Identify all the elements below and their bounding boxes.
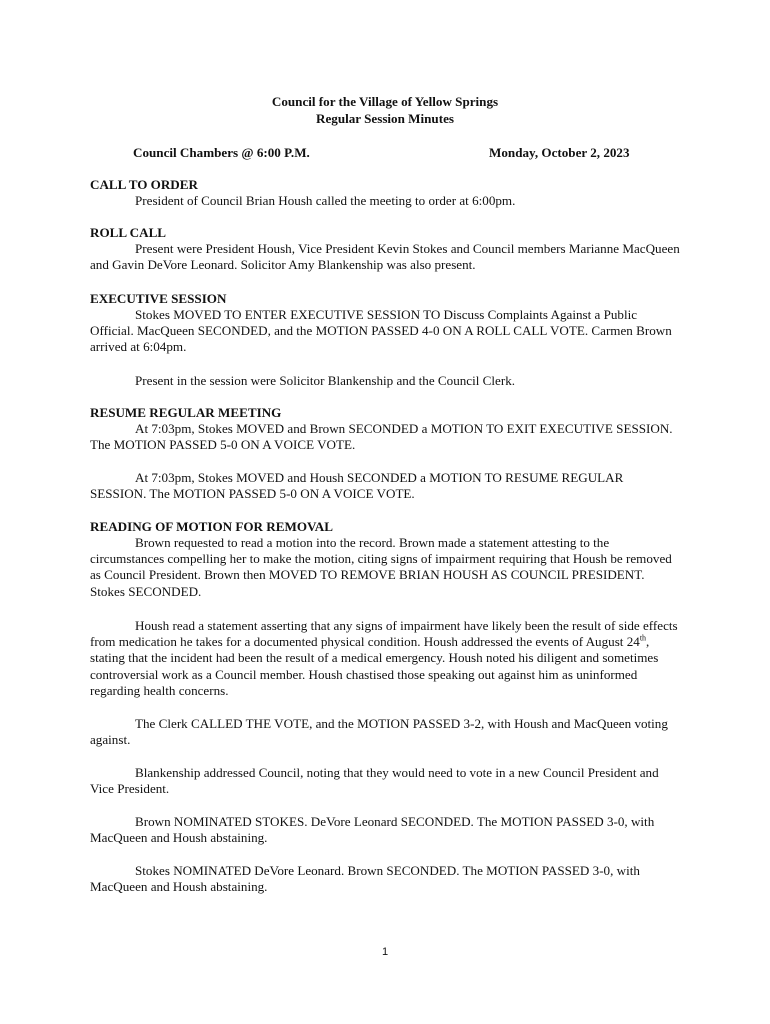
document-title: Council for the Village of Yellow Springs bbox=[271, 94, 499, 109]
heading-call-to-order: CALL TO ORDER bbox=[90, 177, 198, 192]
roll-call-text: Present were President Housh, Vice President Kevin Stokes and Council members Marianne MacQueen and Gavin DeVore Leonard. Solicitor Amy Blankenship was also present. bbox=[90, 241, 680, 273]
document-subtitle: Regular Session Minutes bbox=[316, 111, 454, 126]
housh-statement-part2: , stating that the incident had been the result of a medical emergency. Housh noted his diligent and sometimes controversial work as a Council member. Housh chastised those speaking out against him as uninformed regarding health concerns. bbox=[90, 634, 659, 698]
blankenship-note-text: Blankenship addressed Council, noting that they would need to vote in a new Council President and Vice President. bbox=[90, 765, 659, 797]
heading-roll-call: ROLL CALL bbox=[90, 225, 167, 240]
heading-executive-session: EXECUTIVE SESSION bbox=[90, 291, 227, 306]
motion-for-removal-text: Brown requested to read a motion into the record. Brown made a statement attesting to the circumstances compelling her to make the motion, citing signs of impairment requiring that Housh be removed as Council President. Brown then MOVED TO REMOVE BRIAN HOUSH AS COUNCIL PRESIDENT. Stokes SECONDED. bbox=[90, 535, 672, 599]
executive-session-text: Stokes MOVED TO ENTER EXECUTIVE SESSION TO Discuss Complaints Against a Public Official. MacQueen SECONDED, and the MOTION PASSED 4-0 ON A ROLL CALL VOTE. Carmen Brown arrived at 6:04pm. bbox=[90, 307, 672, 355]
ordinal-suffix: th bbox=[639, 633, 647, 643]
heading-reading-motion-for-removal: READING OF MOTION FOR REMOVAL bbox=[90, 519, 333, 534]
vote-result-text: The Clerk CALLED THE VOTE, and the MOTION PASSED 3-2, with Housh and MacQueen voting against. bbox=[90, 716, 668, 748]
housh-statement-part1: Housh read a statement asserting that any signs of impairment have likely been the result of side effects from medication he takes for a documented physical condition. Housh addressed the events of August 24 bbox=[90, 618, 678, 650]
page-number: 1 bbox=[381, 946, 389, 958]
call-to-order-text: President of Council Brian Housh called the meeting to order at 6:00pm. bbox=[135, 193, 516, 208]
devore-nomination-text: Stokes NOMINATED DeVore Leonard. Brown SECONDED. The MOTION PASSED 3-0, with MacQueen and Housh abstaining. bbox=[90, 863, 640, 895]
executive-session-attendees: Present in the session were Solicitor Blankenship and the Council Clerk. bbox=[135, 373, 516, 388]
exit-executive-session-text: At 7:03pm, Stokes MOVED and Brown SECONDED a MOTION TO EXIT EXECUTIVE SESSION. The MOTION PASSED 5-0 ON A VOICE VOTE. bbox=[90, 421, 673, 453]
resume-regular-session-text: At 7:03pm, Stokes MOVED and Housh SECONDED a MOTION TO RESUME REGULAR SESSION. The MOTION PASSED 5-0 ON A VOICE VOTE. bbox=[90, 470, 624, 502]
meeting-location: Council Chambers @ 6:00 P.M. bbox=[133, 145, 310, 160]
stokes-nomination-text: Brown NOMINATED STOKES. DeVore Leonard SECONDED. The MOTION PASSED 3-0, with MacQueen and Housh abstaining. bbox=[90, 814, 655, 846]
housh-statement-text bbox=[90, 618, 680, 699]
heading-resume-regular-meeting: RESUME REGULAR MEETING bbox=[90, 405, 282, 420]
meeting-date: Monday, October 2, 2023 bbox=[489, 145, 630, 160]
